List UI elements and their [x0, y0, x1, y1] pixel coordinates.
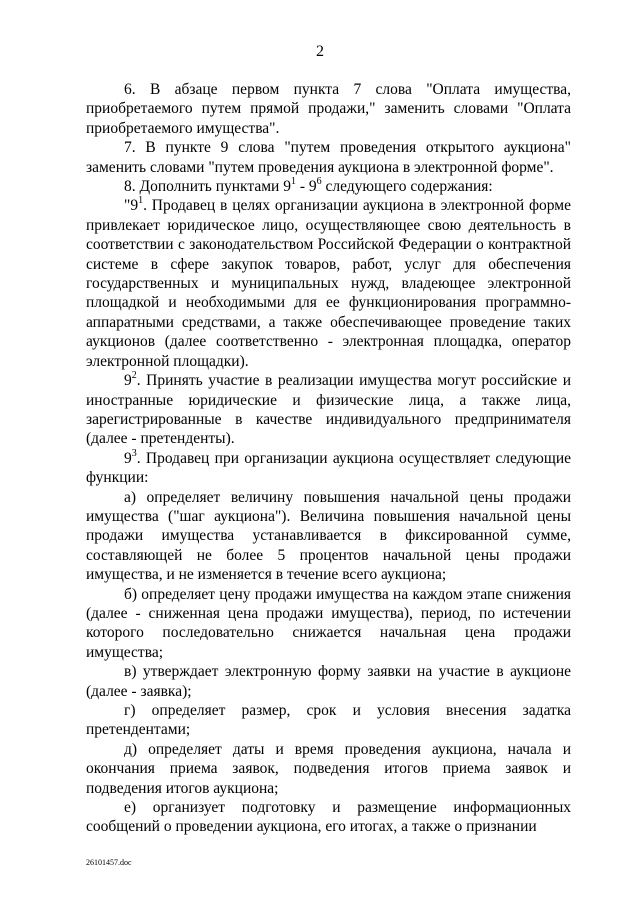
list-item-b — [86, 585, 571, 663]
paragraph-text: "9 — [124, 197, 139, 215]
paragraph-text: . Принять участие в реализации имущества могут российские и иностранные юридические и физические лица, а также лица, зарегистрированные в качестве индивидуального предпринимателя (далее - претенденты). — [86, 372, 571, 448]
paragraph-text: . Продавец в целях организации аукциона в электронной форме привлекает юридическое лицо, осуществляющее свою деятельность в соответствии с законодательством Российской Федерации о контрактной системе в сфере закупок товаров, работ, услуг для обеспечения государственных и муниципальных нужд, владеющее электронной площадкой и необходимыми для ее функционирования программно-аппаратными средствами, а также обеспечивающее проведение таких аукционов (далее соответственно - электронная площадка, оператор электронной площадки). — [86, 197, 571, 370]
paragraph-6 — [86, 80, 571, 138]
list-item-d — [86, 740, 571, 798]
document-body — [86, 80, 571, 837]
list-item-g — [86, 701, 571, 740]
paragraph-text: г) определяет размер, срок и условия внесения задатка претендентами; — [86, 702, 571, 739]
paragraph-text: а) определяет величину повышения начальной цены продажи имущества ("шаг аукциона"). Величина повышения начальной цены продажи имущества устанавливается в фиксированной сумме, составляющей не более 5 процентов начальной цены продажи имущества, и не изменяется в течение всего аукциона; — [86, 488, 571, 584]
paragraph-text: 7. В пункте 9 слова "путем проведения открытого аукциона" заменить словами "путем проведения аукциона в электронной форме". — [86, 139, 571, 176]
superscript: 3 — [131, 447, 137, 459]
page-number: 2 — [316, 43, 324, 60]
paragraph-9-3 — [86, 449, 571, 488]
list-item-a — [86, 488, 571, 585]
superscript: 6 — [316, 175, 322, 187]
paragraph-9-2 — [86, 371, 571, 449]
paragraph-text: в) утверждает электронную форму заявки на участие в аукционе (далее - заявка); — [86, 663, 571, 700]
paragraph-text: - 9 — [295, 178, 317, 196]
paragraph-7 — [86, 138, 571, 177]
list-item-e — [86, 798, 571, 837]
paragraph-text: д) определяет даты и время проведения аукциона, начала и окончания приема заявок, подведения итогов приема заявок и подведения итогов аукциона; — [86, 740, 571, 797]
paragraph-text: 9 — [124, 449, 132, 467]
superscript: 1 — [138, 195, 144, 207]
paragraph-text: 9 — [124, 372, 132, 390]
paragraph-text: следующего содержания: — [321, 178, 493, 196]
paragraph-text: . Продавец при организации аукциона осуществляет следующие функции: — [86, 449, 571, 487]
list-item-v — [86, 662, 571, 701]
superscript: 1 — [290, 175, 296, 187]
superscript: 2 — [131, 369, 137, 381]
paragraph-text: б) определяет цену продажи имущества на каждом этапе снижения (далее - сниженная цена продажи имущества), период, по истечении которого последовательно снижается начальная цена продажи имущества; — [86, 585, 571, 661]
footer-filename: 26101457.doc — [86, 858, 132, 867]
paragraph-8 — [86, 177, 571, 196]
paragraph-text: е) организует подготовку и размещение информационных сообщений о проведении аукциона, его итогах, а также о признании — [86, 799, 571, 836]
paragraph-text: 6. В абзаце первом пункта 7 слова "Оплата имущества, приобретаемого путем прямой продажи," заменить словами "Оплата приобретаемого имущества". — [86, 81, 571, 137]
paragraph-9-1 — [86, 196, 571, 371]
paragraph-text: 8. Дополнить пунктами 9 — [124, 178, 291, 196]
